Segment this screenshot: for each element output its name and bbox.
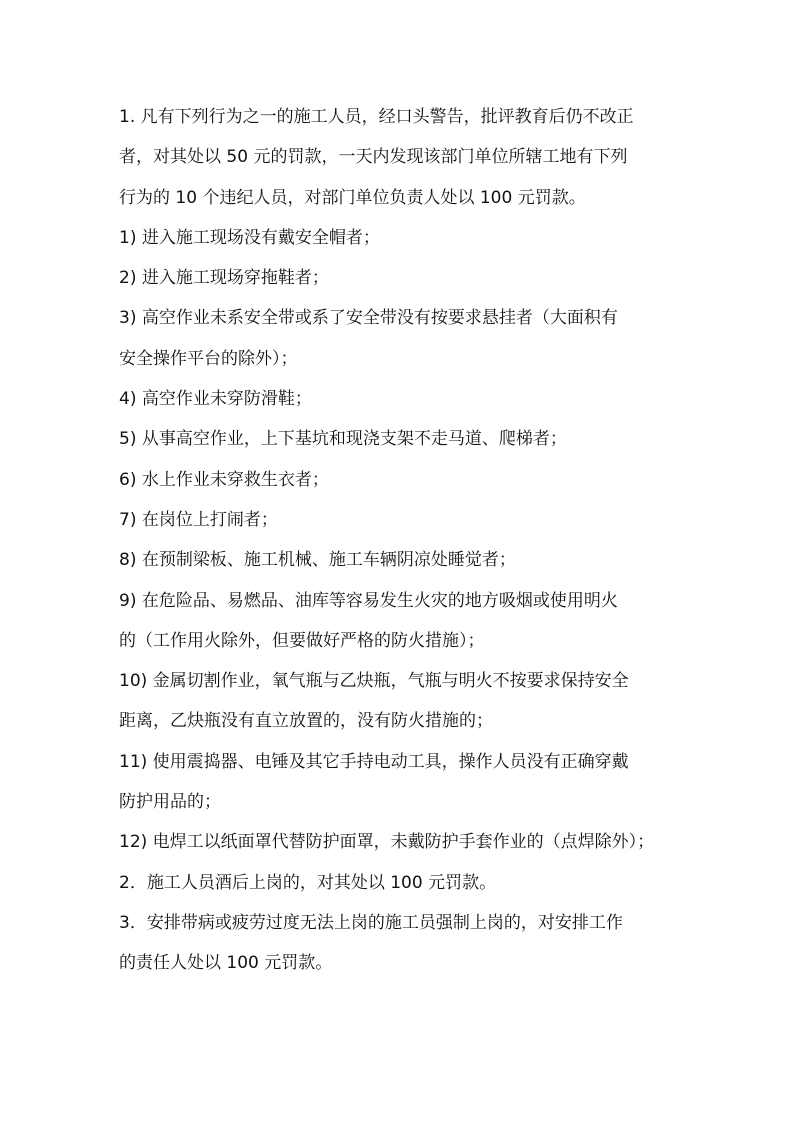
list-item: 12) 电焊工以纸面罩代替防护面罩，未戴防护手套作业的（点焊除外）；	[119, 832, 655, 853]
paragraph-line: 1. 凡有下列行为之一的施工人员，经口头警告，批评教育后仍不改正	[119, 107, 634, 127]
list-item-continuation: 安全操作平台的除外）；	[119, 348, 298, 369]
list-item-continuation: 防护用品的；	[119, 792, 221, 813]
list-item-continuation: 的（工作用火除外，但要做好严格的防火措施）；	[119, 630, 485, 651]
list-item: 4) 高空作业未穿防滑鞋；	[119, 389, 312, 410]
list-item: 7) 在岗位上打闹者；	[119, 509, 278, 530]
list-item: 5) 从事高空作业，上下基坑和现浇支架不走马道、爬梯者；	[119, 429, 567, 450]
paragraph-line: 2．施工人员酒后上岗的，对其处以 100 元罚款。	[119, 872, 497, 893]
list-item: 11) 使用震捣器、电锤及其它手持电动工具，操作人员没有正确穿戴	[119, 751, 629, 772]
list-item: 2) 进入施工现场穿拖鞋者；	[119, 268, 329, 289]
list-item: 8) 在预制梁板、施工机械、施工车辆阴凉处睡觉者；	[119, 550, 516, 571]
list-item: 9) 在危险品、易燃品、油库等容易发生火灾的地方吸烟或使用明火	[119, 590, 618, 611]
list-item: 3) 高空作业未系安全带或系了安全带没有按要求悬挂者（大面积有	[119, 308, 618, 329]
paragraph-line: 者，对其处以 50 元的罚款，一天内发现该部门单位所辖工地有下列	[119, 147, 628, 168]
paragraph-line: 3．安排带病或疲劳过度无法上岗的施工员强制上岗的，对安排工作	[119, 912, 623, 933]
list-item: 1) 进入施工现场没有戴安全帽者；	[119, 227, 380, 248]
paragraph-line: 行为的 10 个违纪人员，对部门单位负责人处以 100 元罚款。	[119, 187, 586, 208]
document-body	[119, 97, 689, 984]
paragraph-line: 的责任人处以 100 元罚款。	[119, 953, 333, 974]
list-item-continuation: 距离，乙炔瓶没有直立放置的，没有防火措施的；	[119, 711, 493, 732]
list-item: 10) 金属切割作业，氧气瓶与乙炔瓶，气瓶与明火不按要求保持安全	[119, 671, 629, 692]
list-item: 6) 水上作业未穿救生衣者；	[119, 469, 329, 490]
